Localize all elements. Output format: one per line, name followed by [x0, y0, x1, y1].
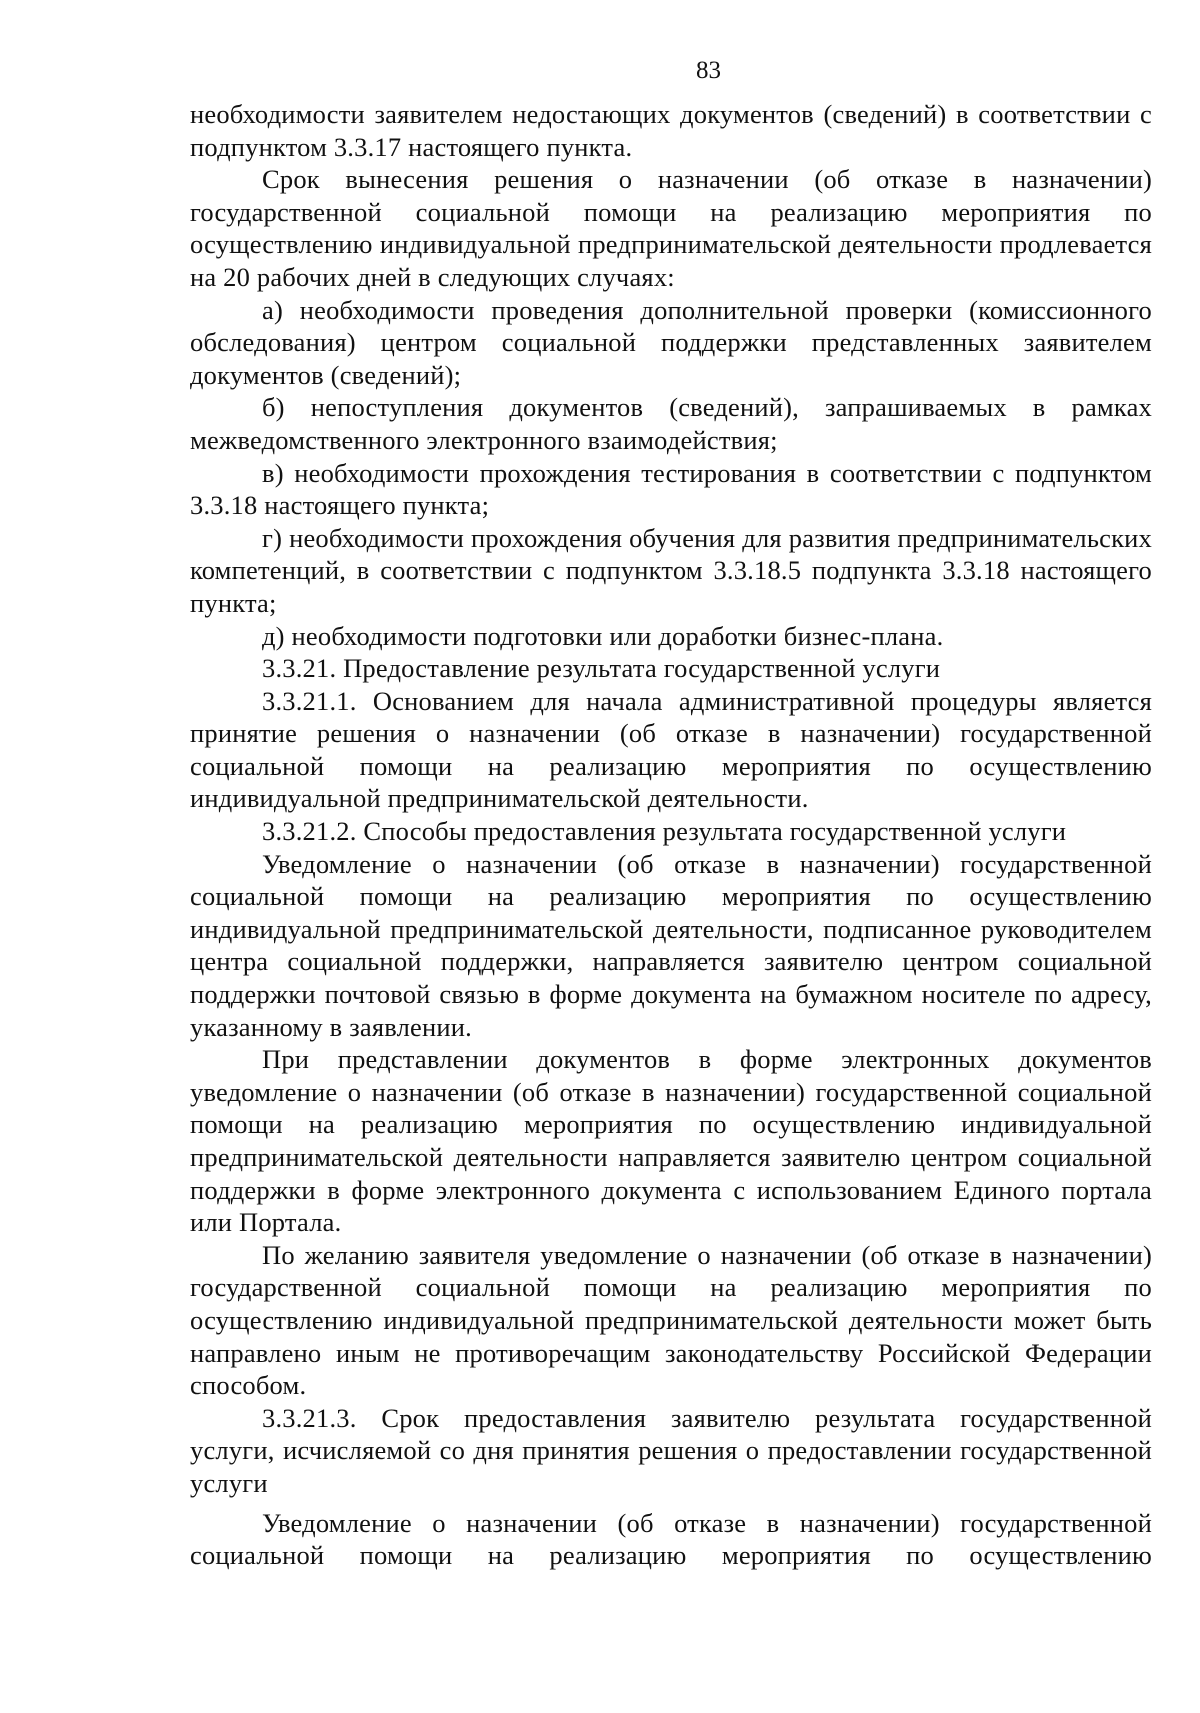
page-number: 83	[696, 57, 721, 84]
list-item-a: а) необходимости проведения дополнительной проверки (комиссионного обследования) центром социальной поддержки представленных заявителем документов (сведений);	[190, 294, 1152, 390]
paragraph: По желанию заявителя уведомление о назначении (об отказе в назначении) государственной социальной помощи на реализацию мероприятия по осуществлению индивидуальной предпринимательской деятельности может быть направлено иным не противоречащим законодательству Российской Федерации способом.	[190, 1239, 1152, 1401]
section-heading: 3.3.21. Предоставление результата государственной услуги	[262, 653, 941, 684]
page-number-area	[0, 56, 1200, 86]
section-heading: 3.3.21.2. Способы предоставления результата государственной услуги	[262, 816, 1067, 847]
paragraph: Уведомление о назначении (об отказе в назначении) государственной социальной помощи на реализацию мероприятия по осуществлению	[190, 1507, 1152, 1571]
list-item-g: г) необходимости прохождения обучения для развития предпринимательских компетенций, в соответствии с подпунктом 3.3.18.5 подпункта 3.3.18 настоящего пункта;	[190, 522, 1152, 618]
list-item-b: б) непоступления документов (сведений), запрашиваемых в рамках межведомственного электронного взаимодействия;	[190, 392, 1152, 455]
paragraph: Срок вынесения решения о назначении (об отказе в назначении) государственной социальной помощи на реализацию мероприятия по осуществлению индивидуальной предпринимательской деятельности продлевается на 20 рабочих дней в следующих случаях:	[190, 164, 1152, 292]
document-body	[190, 98, 1152, 1572]
list-item-d: д) необходимости подготовки или доработки бизнес-плана.	[262, 620, 944, 651]
paragraph: Уведомление о назначении (об отказе в назначении) государственной социальной помощи на реализацию мероприятия по осуществлению индивидуальной предпринимательской деятельности, подписанное руководителем центра социальной поддержки, направляется заявителю центром социальной поддержки почтовой связью в форме документа на бумажном носителе по адресу, указанному в заявлении.	[190, 848, 1152, 1042]
list-item-v: в) необходимости прохождения тестирования в соответствии с подпунктом 3.3.18 настоящего пункта;	[190, 457, 1152, 521]
paragraph: необходимости заявителем недостающих документов (сведений) в соответствии с подпунктом 3.3.17 настоящего пункта.	[190, 99, 1152, 162]
paragraph: 3.3.21.1. Основанием для начала административной процедуры является принятие решения о назначении (об отказе в назначении) государственной социальной помощи на реализацию мероприятия по осуществлению индивидуальной предпринимательской деятельности.	[190, 685, 1152, 814]
section-heading: 3.3.21.3. Срок предоставления заявителю результата государственной услуги, исчисляемой со дня принятия решения о предоставлении государственной услуги	[190, 1402, 1152, 1498]
paragraph: При представлении документов в форме электронных документов уведомление о назначении (об отказе в назначении) государственной социальной помощи на реализацию мероприятия по осуществлению индивидуальной предпринимательской деятельности направляется заявителю центром социальной поддержки в форме электронного документа с использованием Единого портала или Портала.	[190, 1044, 1152, 1238]
